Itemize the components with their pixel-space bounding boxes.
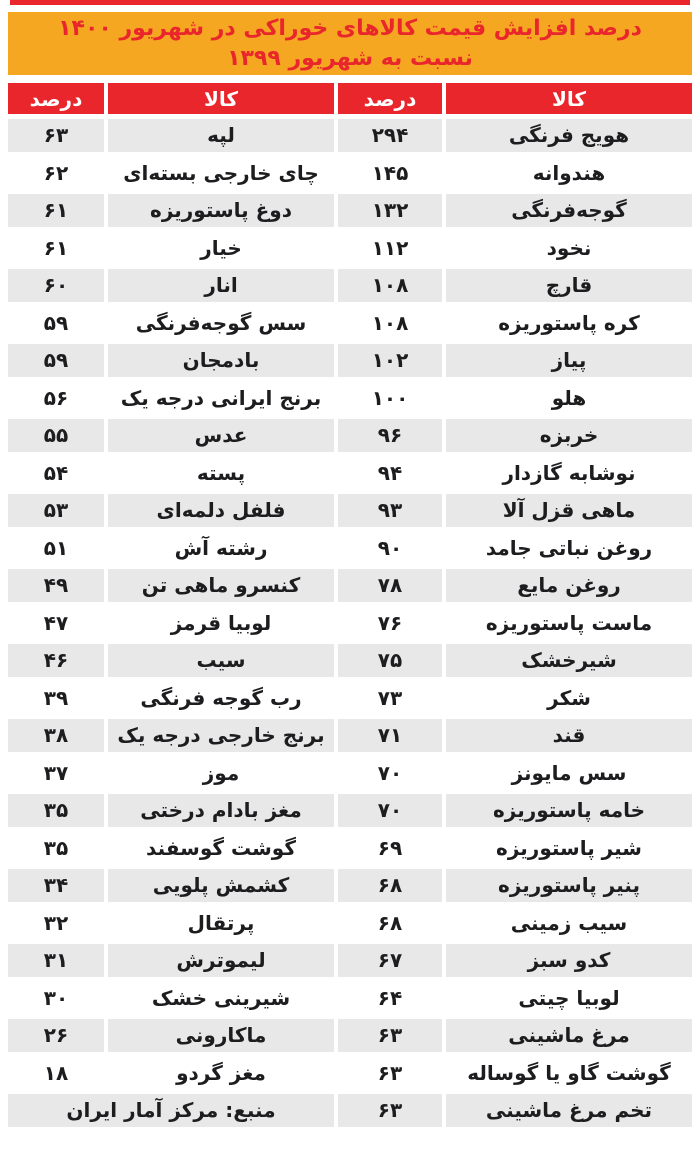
item-cell-right: هویج فرنگی — [446, 119, 692, 152]
item-cell-left: سیب — [108, 644, 334, 677]
price-table-sheet — [8, 12, 692, 1127]
percent-cell-left: ۶۱ — [8, 231, 104, 264]
percent-cell-right: ۹۳ — [338, 494, 442, 527]
item-cell-right: نوشابه گازدار — [446, 456, 692, 489]
item-cell-right: مرغ ماشینی — [446, 1019, 692, 1052]
percent-cell-left: ۲۶ — [8, 1019, 104, 1052]
price-table — [8, 83, 692, 1127]
percent-cell-right: ۷۰ — [338, 756, 442, 789]
percent-cell-left: ۶۰ — [8, 269, 104, 302]
percent-cell-right: ۶۸ — [338, 869, 442, 902]
percent-cell-left: ۳۸ — [8, 719, 104, 752]
percent-cell-right: ۶۹ — [338, 831, 442, 864]
percent-cell-left: ۵۳ — [8, 494, 104, 527]
percent-cell-right: ۹۶ — [338, 419, 442, 452]
item-cell-right: ماهی قزل آلا — [446, 494, 692, 527]
item-cell-right: هلو — [446, 381, 692, 414]
item-cell-right: لوبیا چیتی — [446, 981, 692, 1014]
item-cell-right: گوجه‌فرنگی — [446, 194, 692, 227]
item-cell-right: خامه پاستوریزه — [446, 794, 692, 827]
percent-cell-left: ۶۲ — [8, 156, 104, 189]
column-header-percent-left: درصد — [8, 83, 104, 114]
item-cell-left: ماکارونی — [108, 1019, 334, 1052]
percent-cell-right: ۷۸ — [338, 569, 442, 602]
column-header-item-left: کالا — [108, 83, 334, 114]
item-cell-right: نخود — [446, 231, 692, 264]
item-cell-right: روغن نباتی جامد — [446, 531, 692, 564]
percent-cell-right: ۷۶ — [338, 606, 442, 639]
percent-cell-left: ۳۵ — [8, 831, 104, 864]
item-cell-left: پسته — [108, 456, 334, 489]
item-cell-left: موز — [108, 756, 334, 789]
top-red-strip — [10, 0, 690, 5]
item-cell-right: کدو سبز — [446, 944, 692, 977]
percent-cell-right: ۱۰۰ — [338, 381, 442, 414]
item-cell-left: لیموترش — [108, 944, 334, 977]
item-cell-left: دوغ پاستوریزه — [108, 194, 334, 227]
item-cell-right: قارچ — [446, 269, 692, 302]
percent-cell-right: ۶۳ — [338, 1019, 442, 1052]
percent-cell-left: ۵۶ — [8, 381, 104, 414]
percent-cell-left: ۳۵ — [8, 794, 104, 827]
percent-cell-left: ۵۹ — [8, 344, 104, 377]
percent-cell-right: ۶۴ — [338, 981, 442, 1014]
item-cell-right: پیاز — [446, 344, 692, 377]
percent-cell-left: ۴۶ — [8, 644, 104, 677]
item-cell-right: قند — [446, 719, 692, 752]
item-cell-left: فلفل دلمه‌ای — [108, 494, 334, 527]
item-cell-left: لپه — [108, 119, 334, 152]
percent-cell-right: ۶۳ — [338, 1056, 442, 1089]
item-cell-right: هندوانه — [446, 156, 692, 189]
percent-cell-right: ۱۴۵ — [338, 156, 442, 189]
item-cell-right: شکر — [446, 681, 692, 714]
column-header-item-right: کالا — [446, 83, 692, 114]
percent-cell-right: ۷۵ — [338, 644, 442, 677]
percent-cell-right: ۱۱۲ — [338, 231, 442, 264]
item-cell-left: انار — [108, 269, 334, 302]
item-cell-right: سیب زمینی — [446, 906, 692, 939]
percent-cell-left: ۳۴ — [8, 869, 104, 902]
percent-cell-right: ۷۱ — [338, 719, 442, 752]
item-cell-left: مغز گردو — [108, 1056, 334, 1089]
percent-cell-left: ۵۴ — [8, 456, 104, 489]
percent-cell-left: ۶۱ — [8, 194, 104, 227]
item-cell-right: شیر پاستوریزه — [446, 831, 692, 864]
item-cell-left: رب گوجه فرنگی — [108, 681, 334, 714]
item-cell-left: مغز بادام درختی — [108, 794, 334, 827]
percent-cell-left: ۶۳ — [8, 119, 104, 152]
source-cell: منبع: مرکز آمار ایران — [8, 1094, 334, 1127]
percent-cell-left: ۴۷ — [8, 606, 104, 639]
percent-cell-right: ۹۰ — [338, 531, 442, 564]
item-cell-left: گوشت گوسفند — [108, 831, 334, 864]
percent-cell-left: ۵۱ — [8, 531, 104, 564]
percent-cell-right: ۱۰۸ — [338, 306, 442, 339]
percent-cell-right: ۹۴ — [338, 456, 442, 489]
item-cell-right: خربزه — [446, 419, 692, 452]
percent-cell-right: ۱۳۲ — [338, 194, 442, 227]
item-cell-left: خیار — [108, 231, 334, 264]
item-cell-left: کشمش پلویی — [108, 869, 334, 902]
item-cell-right: شیرخشک — [446, 644, 692, 677]
percent-cell-left: ۳۰ — [8, 981, 104, 1014]
item-cell-right: ماست پاستوریزه — [446, 606, 692, 639]
percent-cell-right: ۶۸ — [338, 906, 442, 939]
percent-cell-left: ۳۹ — [8, 681, 104, 714]
item-cell-right: پنیر پاستوریزه — [446, 869, 692, 902]
percent-cell-left: ۱۸ — [8, 1056, 104, 1089]
item-cell-left: عدس — [108, 419, 334, 452]
percent-cell-right: ۲۹۴ — [338, 119, 442, 152]
percent-cell-left: ۵۵ — [8, 419, 104, 452]
percent-cell-right: ۷۳ — [338, 681, 442, 714]
percent-cell-left: ۳۱ — [8, 944, 104, 977]
item-cell-right: سس مایونز — [446, 756, 692, 789]
title-line-1: درصد افزایش قیمت کالاهای خوراکی در شهریور ۱۴۰۰ — [58, 15, 642, 41]
percent-cell-right: ۱۰۲ — [338, 344, 442, 377]
item-cell-left: برنج خارجی درجه یک — [108, 719, 334, 752]
item-cell-right: روغن مایع — [446, 569, 692, 602]
percent-cell-right: ۱۰۸ — [338, 269, 442, 302]
percent-cell-left: ۳۷ — [8, 756, 104, 789]
percent-cell-left: ۵۹ — [8, 306, 104, 339]
item-cell-left: برنج ایرانی درجه یک — [108, 381, 334, 414]
item-cell-left: کنسرو ماهی تن — [108, 569, 334, 602]
item-cell-left: بادمجان — [108, 344, 334, 377]
percent-cell-right: ۶۳ — [338, 1094, 442, 1127]
title-line-2: نسبت به شهریور ۱۳۹۹ — [227, 45, 473, 71]
item-cell-left: شیرینی خشک — [108, 981, 334, 1014]
item-cell-left: پرتقال — [108, 906, 334, 939]
percent-cell-left: ۴۹ — [8, 569, 104, 602]
item-cell-right: تخم مرغ ماشینی — [446, 1094, 692, 1127]
item-cell-left: لوبیا قرمز — [108, 606, 334, 639]
percent-cell-right: ۷۰ — [338, 794, 442, 827]
percent-cell-left: ۳۲ — [8, 906, 104, 939]
table-title — [8, 12, 692, 75]
item-cell-left: سس گوجه‌فرنگی — [108, 306, 334, 339]
item-cell-left: چای خارجی بسته‌ای — [108, 156, 334, 189]
column-header-percent-right: درصد — [338, 83, 442, 114]
item-cell-right: کره پاستوریزه — [446, 306, 692, 339]
percent-cell-right: ۶۷ — [338, 944, 442, 977]
item-cell-right: گوشت گاو یا گوساله — [446, 1056, 692, 1089]
item-cell-left: رشته آش — [108, 531, 334, 564]
